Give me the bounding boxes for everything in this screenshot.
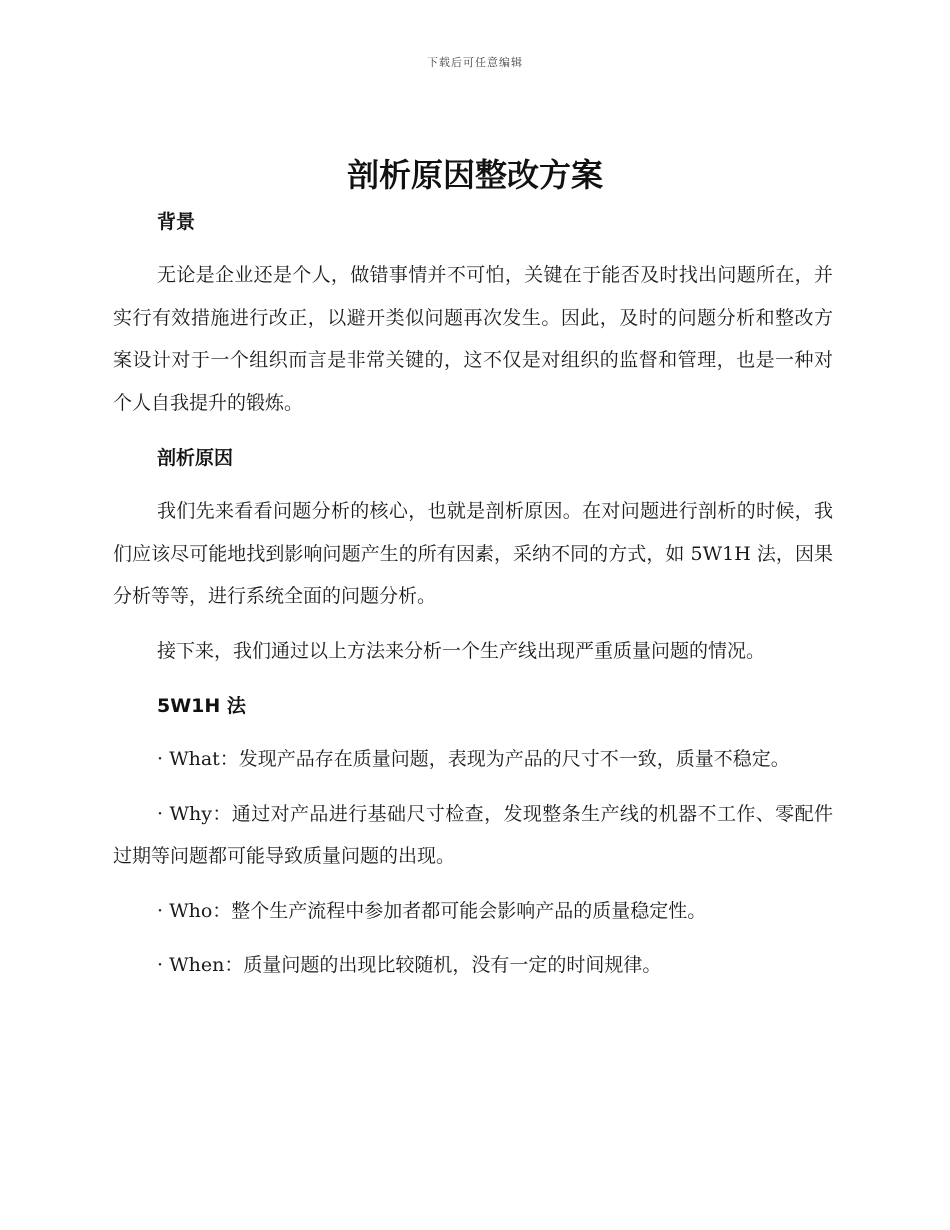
bullet-why: · Why：通过对产品进行基础尺寸检查，发现整条生产线的机器不工作、零配件过期等问题都可能导致质量问题的出现。 [113,802,833,867]
bullet-what: · What：发现产品存在质量问题，表现为产品的尺寸不一致，质量不稳定。 [157,748,790,770]
paragraph-cause-2: 接下来，我们通过以上方法来分析一个生产线出现严重质量问题的情况。 [157,639,766,662]
bullet-when: · When：质量问题的出现比较随机，没有一定的时间规律。 [157,954,662,976]
header-note: 下载后可任意编辑 [427,56,523,69]
bullet-who: · Who：整个生产流程中参加者都可能会影响产品的质量稳定性。 [157,899,707,922]
paragraph-background: 无论是企业还是个人，做错事情并不可怕，关键在于能否及时找出问题所在，并实行有效措施进行改正，以避开类似问题再次发生。因此，及时的问题分析和整改方案设计对于一个组织而言是非常关键的，这不仅是对组织的监督和管理，也是一种对个人自我提升的锻炼。 [113,264,833,414]
paragraph-cause-1: 我们先来看看问题分析的核心，也就是剖析原因。在对问题进行剖析的时候，我们应该尽可能地找到影响问题产生的所有因素，采纳不同的方式，如 5W1H 法，因果分析等等，进行系统全面的问题分析。 [113,500,833,607]
section-heading-background: 背景 [157,211,196,233]
section-heading-5w1h: 5W1H 法 [157,695,246,717]
document-body [113,202,833,987]
section-heading-cause: 剖析原因 [157,447,234,469]
page-title: 剖析原因整改方案 [346,156,603,194]
